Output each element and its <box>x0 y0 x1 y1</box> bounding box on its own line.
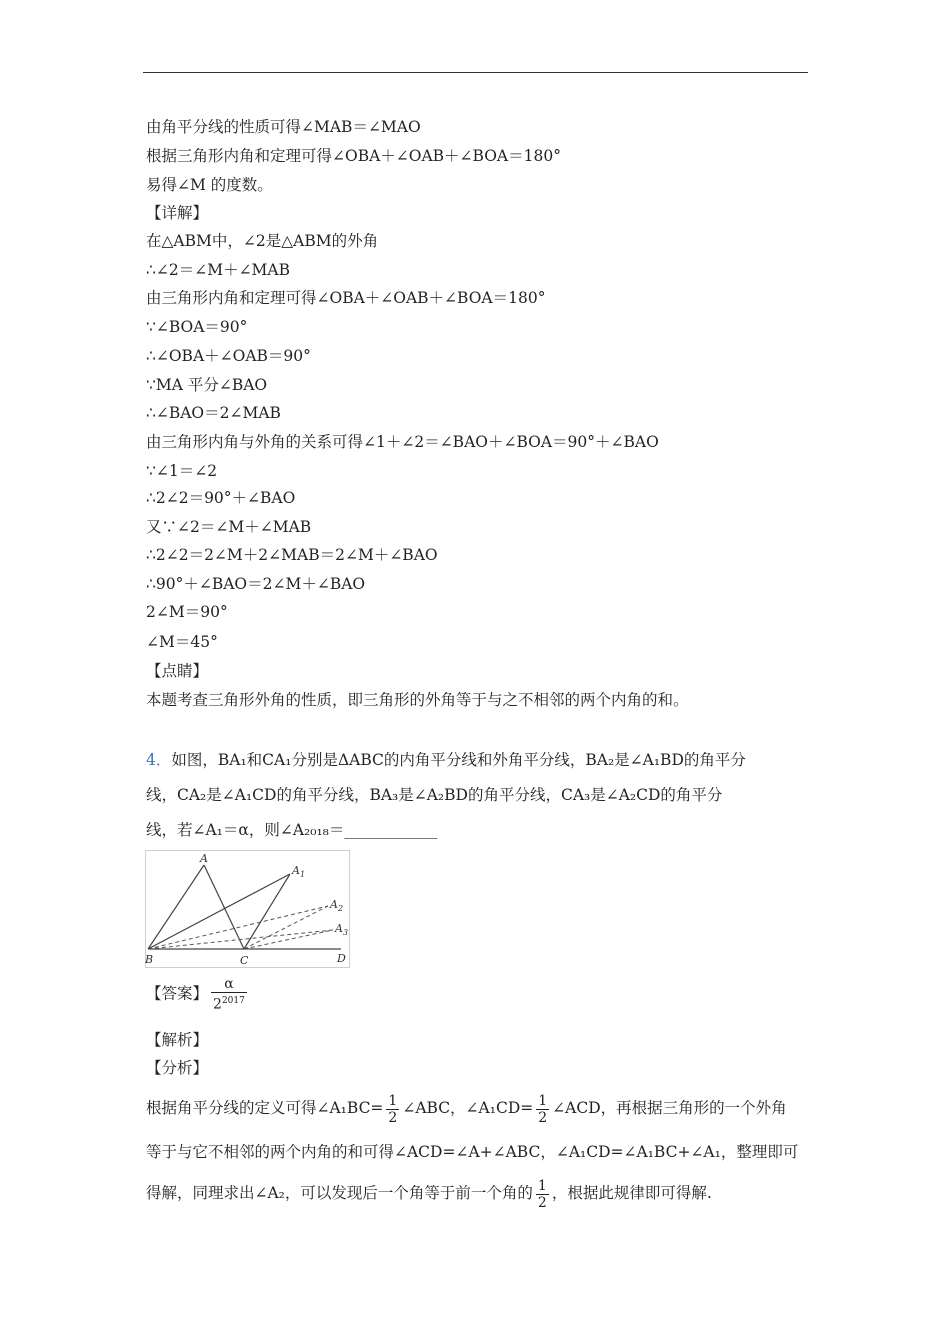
header-rule <box>143 72 808 73</box>
label-a1: $A_1$ <box>292 864 306 879</box>
geometry-figure <box>145 850 350 968</box>
answer-numerator: α <box>224 976 234 992</box>
text-line: ∴∠BAO＝2∠MAB <box>146 404 281 422</box>
half-fraction: $\frac{1}{2}$ <box>388 1092 398 1126</box>
text-line: 本题考查三角形外角的性质，即三角形的外角等于与之不相邻的两个内角的和。 <box>146 691 689 709</box>
text-line: ∴90°＋∠BAO＝2∠M＋∠BAO <box>146 575 366 593</box>
text-line: 由三角形内角与外角的关系可得∠1＋∠2＝∠BAO＋∠BOA＝90°＋∠BAO <box>146 433 659 451</box>
line-ba <box>148 865 204 949</box>
text-line: 根据三角形内角和定理可得∠OBA＋∠OAB＋∠BOA＝180° <box>146 147 561 165</box>
section-heading: 【分析】 <box>146 1059 209 1077</box>
text-line: 由三角形内角和定理可得∠OBA＋∠OAB＋∠BOA＝180° <box>146 289 546 307</box>
section-heading: 【详解】 <box>146 204 209 222</box>
text-line: ∴2∠2＝2∠M＋2∠MAB＝2∠M＋∠BAO <box>146 546 438 564</box>
question-number: 4． <box>146 751 172 769</box>
text-line: ∴2∠2＝90°＋∠BAO <box>146 489 296 507</box>
answer-fraction <box>211 976 247 1013</box>
text-line: ∴∠2＝∠M＋∠MAB <box>146 261 291 279</box>
figure-frame <box>146 851 350 968</box>
label-c: C <box>240 954 249 967</box>
line-ac <box>204 865 244 949</box>
question-text: 如图，BA₁和CA₁分别是ΔABC的内角平分线和外角平分线，BA₂是∠A₁BD的角平分 <box>171 751 746 769</box>
section-heading: 【点睛】 <box>146 662 209 680</box>
text-line: ∴∠OBA＋∠OAB＝90° <box>146 347 311 365</box>
question-line <box>146 749 746 771</box>
text-line: ∵∠1＝∠2 <box>146 462 218 480</box>
line-ca3 <box>244 930 333 949</box>
text-line: ∠M＝45° <box>146 633 218 651</box>
analysis-line: 得解，同理求出∠A₂，可以发现后一个角等于前一个角的 $\frac{1}{2}$ ，根据此规律即可得解. <box>146 1177 712 1211</box>
analysis-line: 等于与它不相邻的两个内角的和可得∠ACD=∠A+∠ABC，∠A₁CD=∠A₁BC+∠A₁，整理即可 <box>146 1143 799 1161</box>
section-heading: 【解析】 <box>146 1031 209 1049</box>
text-line: 又∵∠2＝∠M＋∠MAB <box>146 518 312 536</box>
half-fraction: $\frac{1}{2}$ <box>538 1092 548 1126</box>
text-line: 易得∠M 的度数。 <box>146 176 273 194</box>
line-ca1 <box>244 874 290 949</box>
line-ba1 <box>148 874 290 949</box>
answer-label: 【答案】 <box>146 984 209 1003</box>
label-a2: $A_2$ <box>330 898 344 913</box>
answer-line <box>146 976 250 1013</box>
text-line: 在△ABM中，∠2是△ABM的外角 <box>146 232 379 250</box>
answer-denominator: $2^{2017}$ <box>211 992 247 1013</box>
label-a3: $A_3$ <box>335 922 349 937</box>
line-ba2 <box>148 906 328 949</box>
line-ba3 <box>148 930 333 949</box>
text-line: ∵MA 平分∠BAO <box>146 376 268 394</box>
question-line: 线，若∠A₁＝α，则∠A₂₀₁₈＝____________ <box>146 821 438 839</box>
label-a: A <box>200 852 208 865</box>
question-line: 线，CA₂是∠A₁CD的角平分线，BA₃是∠A₂BD的角平分线，CA₃是∠A₂CD的角平分 <box>146 786 723 804</box>
analysis-line: 根据角平分线的定义可得∠A₁BC= $\frac{1}{2}$ ∠ABC，∠A₁CD= $\frac{1}{2}$ ∠ACD，再根据三角形的一个外角 <box>146 1092 787 1126</box>
text-line: ∵∠BOA＝90° <box>146 318 248 336</box>
text-line: 2∠M＝90° <box>146 603 228 621</box>
label-d: D <box>337 952 346 965</box>
text-line: 由角平分线的性质可得∠MAB＝∠MAO <box>146 118 421 136</box>
label-b: B <box>145 953 154 966</box>
half-fraction: $\frac{1}{2}$ <box>537 1177 547 1211</box>
